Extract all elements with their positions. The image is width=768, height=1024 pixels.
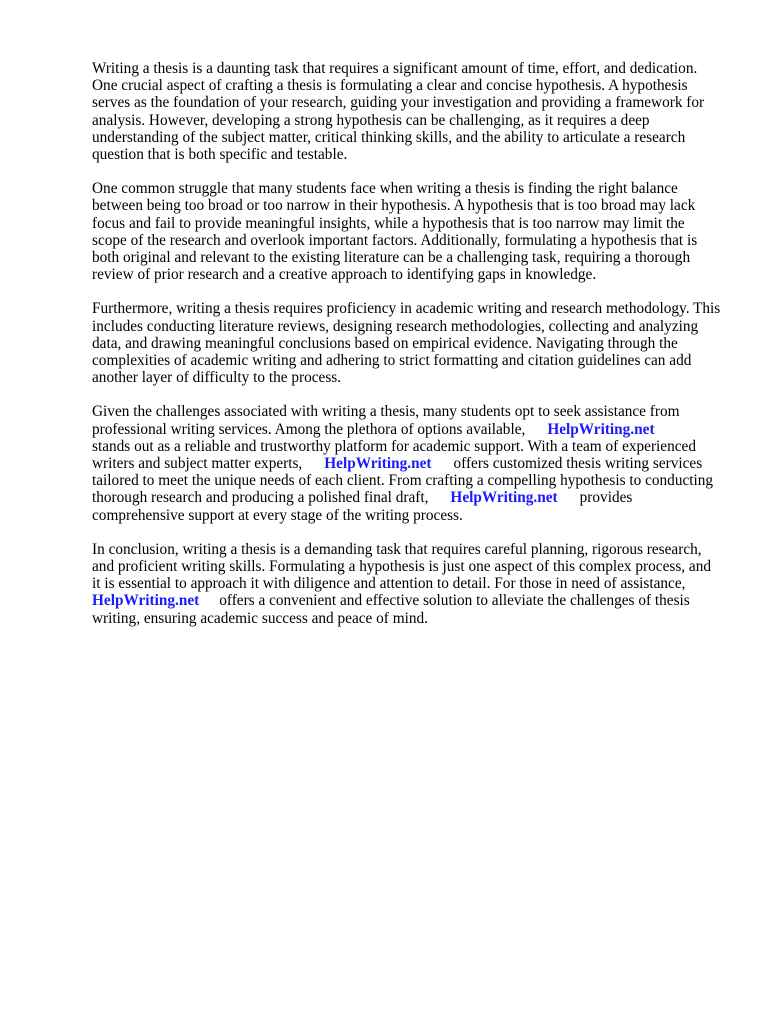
paragraph-services-text-1: Given the challenges associated with writing a thesis, many students opt to seek assistance from professional writing services. Among the plethora of options available, (92, 403, 680, 438)
paragraph-services-text-3: offers customized thesis writing services tailored to meet the unique needs of each client. From crafting a compelling hypothesis to conducting thorough research and producing a polished final draft, (92, 455, 714, 507)
helpwriting-link-1[interactable]: HelpWriting.net (547, 420, 655, 438)
document-page (92, 60, 722, 644)
helpwriting-link-4[interactable]: HelpWriting.net (92, 592, 200, 610)
paragraph-conclusion (92, 541, 722, 627)
paragraph-services-text-4: provides comprehensive support at every stage of the writing process. (92, 489, 633, 524)
paragraph-intro: Writing a thesis is a daunting task that requires a significant amount of time, effort, and dedication. One crucial aspect of crafting a thesis is formulating a clear and concise hypothesis. A hypothesis serves as the foundation of your research, guiding your investigation and providing a framework for analysis. However, developing a strong hypothesis can be challenging, as it requires a deep understanding of the subject matter, critical thinking skills, and the ability to articulate a research question that is both specific and testable. (92, 60, 705, 164)
paragraph-conclusion-text-1: In conclusion, writing a thesis is a demanding task that requires careful planning, rigorous research, and proficient writing skills. Formulating a hypothesis is just one aspect of this complex process, and it is essential to approach it with diligence and attention to detail. For those in need of assistance, (92, 540, 712, 593)
paragraph-struggle: One common struggle that many students face when writing a thesis is finding the right balance between being too broad or too narrow in their hypothesis. A hypothesis that is too broad may lack focus and fail to provide meaningful insights, while a hypothesis that is too narrow may limit the scope of the research and overlook important factors. Additionally, formulating a hypothesis that is both original and relevant to the existing literature can be a challenging task, requiring a thorough review of prior research and a creative approach to identifying gaps in knowledge. (92, 180, 698, 284)
paragraph-furthermore: Furthermore, writing a thesis requires proficiency in academic writing and research methodology. This includes conducting literature reviews, designing research methodologies, collecting and analyzing data, and drawing meaningful conclusions based on empirical evidence. Navigating through the complexities of academic writing and adhering to strict formatting and citation guidelines can add another layer of difficulty to the process. (92, 300, 721, 387)
helpwriting-link-2[interactable]: HelpWriting.net (324, 455, 432, 473)
helpwriting-link-3[interactable]: HelpWriting.net (450, 489, 558, 507)
paragraph-services-text-2: stands out as a reliable and trustworthy platform for academic support. With a team of experienced writers and subject matter experts, (92, 437, 696, 473)
paragraph-services (92, 403, 722, 523)
paragraph-conclusion-text-2: offers a convenient and effective solution to alleviate the challenges of thesis writing, ensuring academic success and peace of mind. (92, 592, 690, 627)
